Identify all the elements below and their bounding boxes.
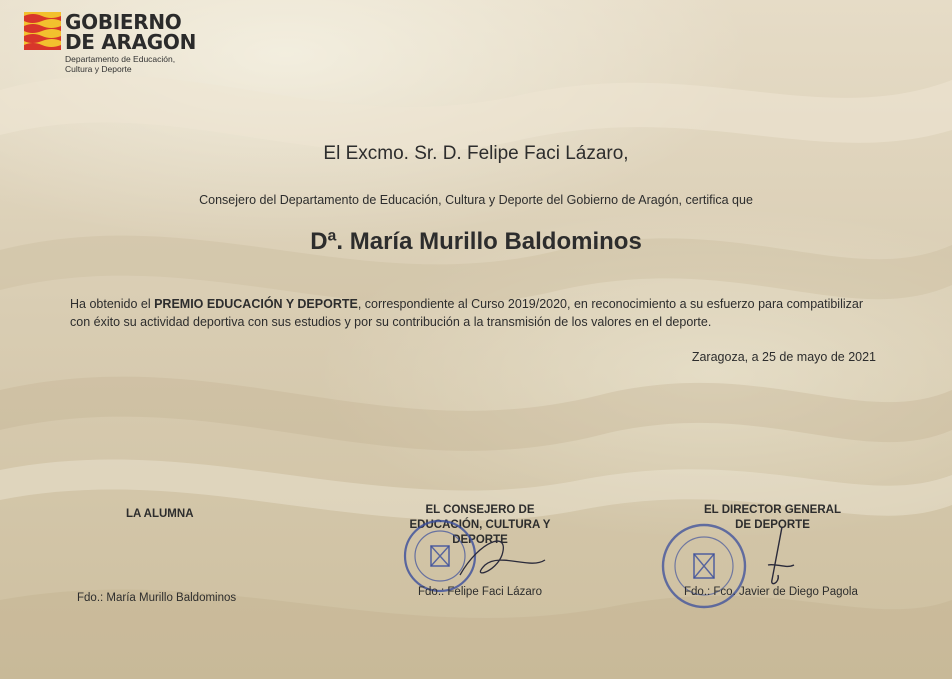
signature-title-consejero: EL CONSEJERO DE EDUCACIÓN, CULTURA Y DEPORTE [409,504,551,546]
signed-by-student: Fdo.: María Murillo Baldominos [77,592,237,604]
gobierno-aragon-logo [24,12,196,74]
handwritten-signature-consejero [440,520,550,590]
logo-title-line2: DE ARAGON [65,30,197,54]
logo-department [65,54,196,74]
aragon-flag-icon [24,12,61,50]
body-line1 [70,295,863,313]
logo-dept-line1: Departamento de Educación, [65,54,176,64]
logo-dept-line2: Cultura y Deporte [65,64,132,74]
signed-by-director: Fdo.: Fco. Javier de Diego Pagola [684,586,858,598]
body-line2: con éxito su actividad deportiva con sus estudios y por su contribución a la transmisión de los valores en el deporte. [70,315,712,329]
body-text-start: Ha obtenido el [70,297,155,311]
logo-title-line1: GOBIERNO [65,10,182,34]
issue-date: Zaragoza, a 25 de mayo de 2021 [691,350,876,364]
signed-by-consejero: Fdo.: Felipe Faci Lázaro [418,586,543,598]
award-name: PREMIO EDUCACIÓN Y DEPORTE [154,297,358,311]
handwritten-signature-director [760,525,800,590]
signature-title-student: LA ALUMNA [126,508,194,520]
issuer-heading: El Excmo. Sr. D. Felipe Faci Lázaro, [323,143,629,164]
issuer-role: Consejero del Departamento de Educación, Cultura y Deporte del Gobierno de Aragón, certifica que [199,193,753,207]
body-text-end: , correspondiente al Curso 2019/2020, en reconocimiento a su esfuerzo para compatibilizar [357,297,863,311]
signature-title-director: EL DIRECTOR GENERAL DE DEPORTE [704,504,841,531]
certificate-body [70,295,863,331]
recipient-name: Dª. María Murillo Baldominos [310,228,642,255]
